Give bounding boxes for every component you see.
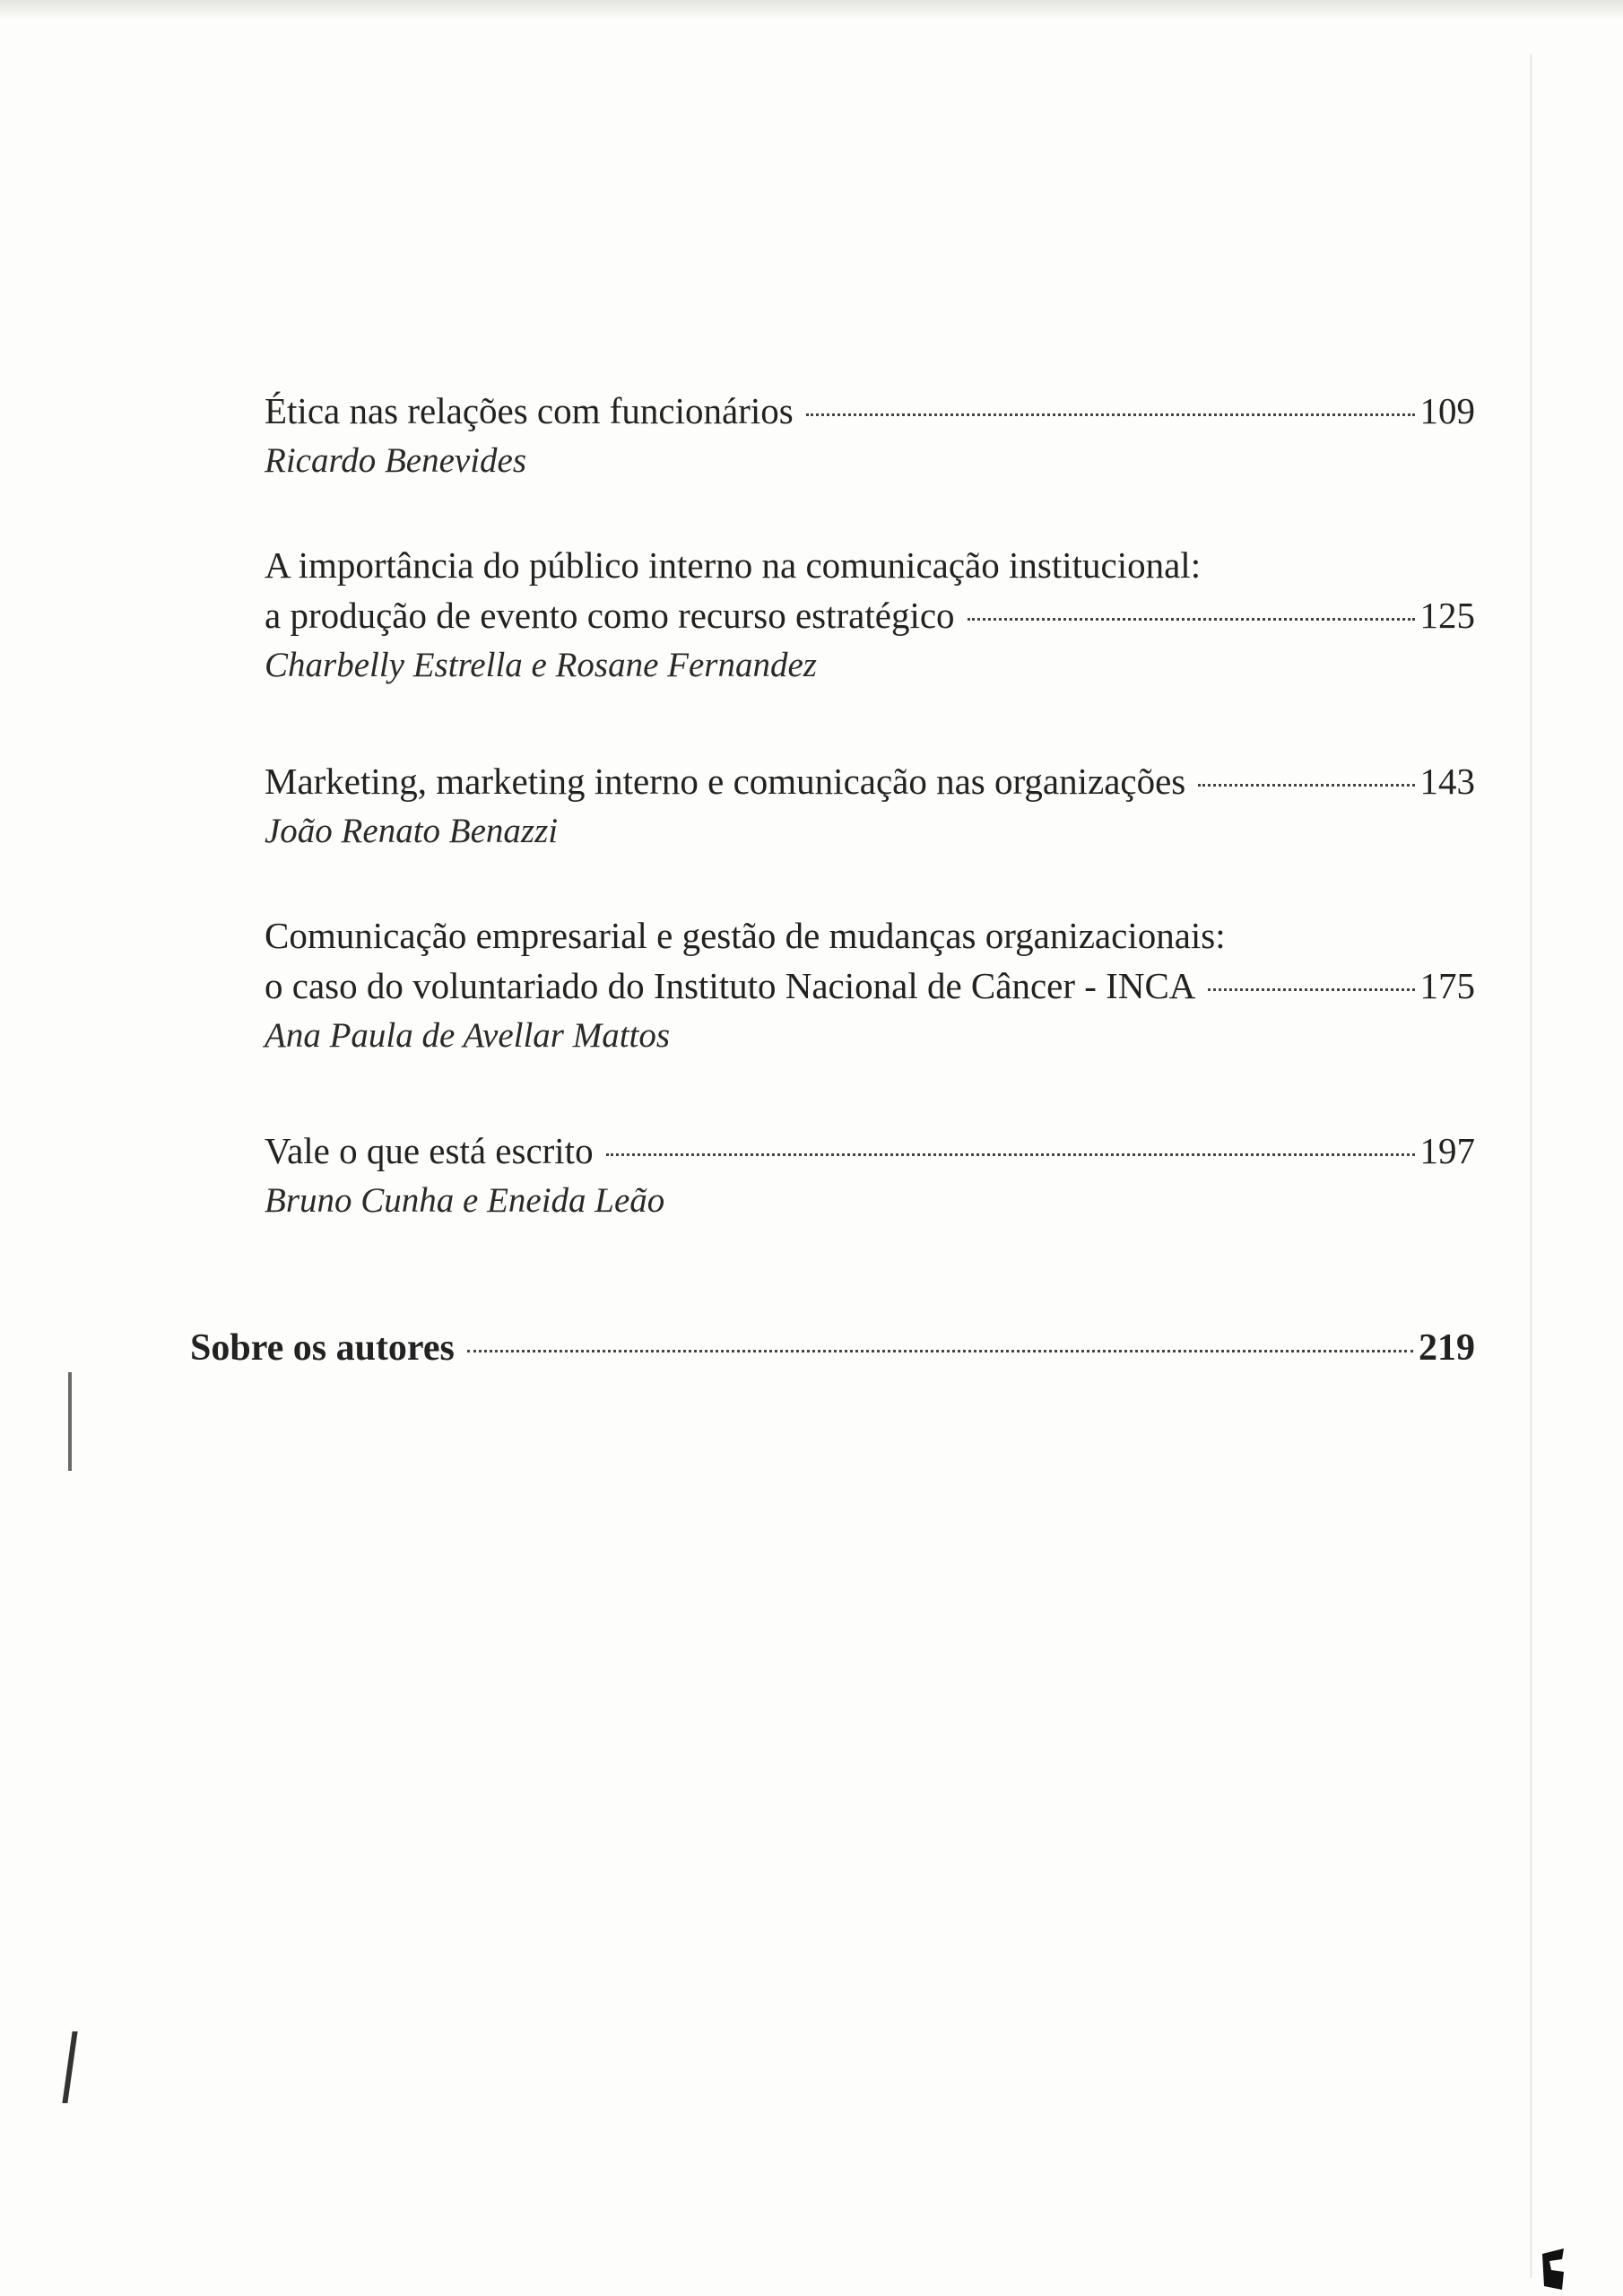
toc-page-number: 109: [1419, 390, 1475, 431]
toc-title: Comunicação empresarial e gestão de mudanças organizacionais:: [265, 915, 1226, 956]
scan-mark: [62, 2031, 77, 2103]
scan-mark: [68, 1372, 72, 1471]
toc-entry: [265, 1126, 1475, 1226]
toc-title: o caso do voluntariado do Instituto Nacional de Câncer - INCA: [265, 965, 1196, 1006]
dot-leader: [1208, 988, 1414, 991]
toc-title-line: [265, 961, 1475, 1011]
dot-leader: [968, 618, 1415, 621]
toc-title: Ética nas relações com funcionários: [265, 390, 794, 431]
toc-author: Ana Paula de Avellar Mattos: [265, 1016, 671, 1055]
toc-author: Bruno Cunha e Eneida Leão: [265, 1181, 665, 1220]
toc-title: Vale o que está escrito: [265, 1130, 594, 1171]
toc-author: Charbelly Estrella e Rosane Fernandez: [265, 646, 817, 684]
toc-entry: [265, 386, 1475, 486]
toc-title-line: [265, 590, 1475, 640]
toc-title-line: [265, 756, 1475, 806]
toc-page-number: 125: [1419, 595, 1475, 636]
dot-leader: [806, 413, 1415, 416]
toc-author: Ricardo Benevides: [265, 441, 527, 480]
scan-mark: [1541, 2247, 1566, 2292]
dot-leader: [1198, 784, 1414, 787]
toc-page-number: 175: [1419, 965, 1475, 1006]
toc-title-line: [265, 386, 1475, 436]
dot-leader: [606, 1153, 1415, 1156]
toc-page-number: 197: [1419, 1130, 1475, 1171]
toc-page-number: 219: [1419, 1327, 1475, 1369]
toc-author: João Renato Benazzi: [265, 812, 559, 850]
toc-title-line: [265, 540, 1475, 590]
toc-page-number: 143: [1419, 761, 1475, 802]
toc-entry: [265, 540, 1475, 691]
toc-title: a produção de evento como recurso estratégico: [265, 595, 955, 636]
toc-title-line: [265, 1126, 1475, 1176]
toc-title: Sobre os autores: [190, 1327, 455, 1369]
toc-entry-about-authors: [190, 1323, 1475, 1373]
scan-shadow: [0, 0, 1623, 20]
toc-title: A importância do público interno na comunicação institucional:: [265, 544, 1202, 586]
toc-title-line: [265, 910, 1475, 961]
toc-entry: [265, 910, 1475, 1061]
toc-title-line: [190, 1323, 1475, 1373]
toc-entry: [265, 756, 1475, 857]
page-edge-shadow: [1530, 54, 1532, 2278]
toc-title: Marketing, marketing interno e comunicação nas organizações: [265, 761, 1186, 802]
dot-leader: [467, 1350, 1413, 1352]
